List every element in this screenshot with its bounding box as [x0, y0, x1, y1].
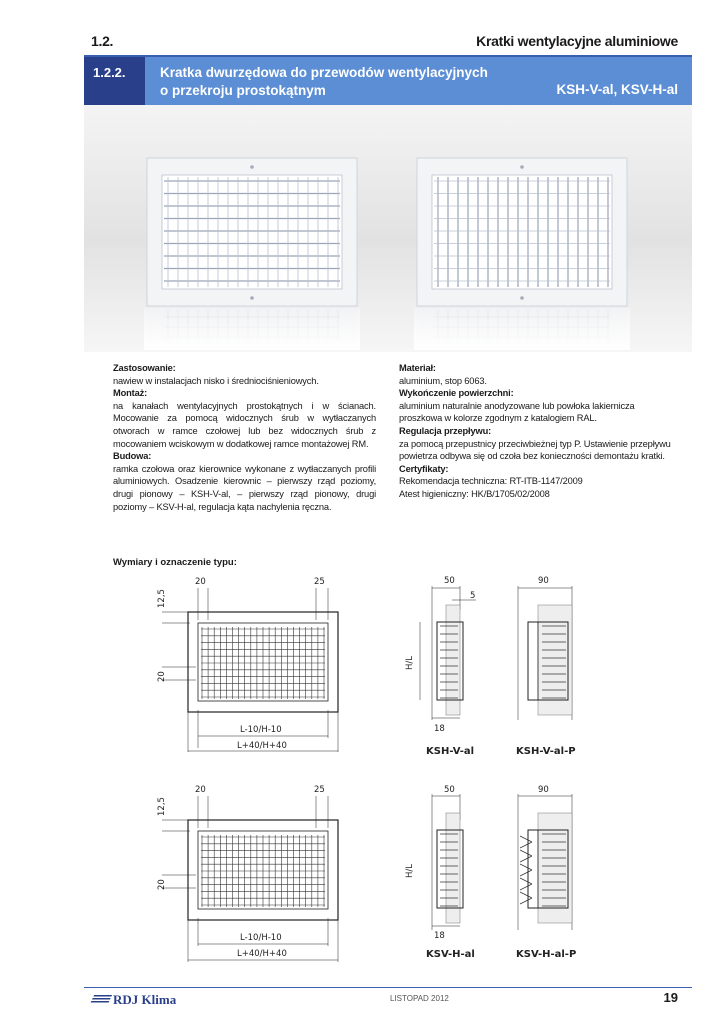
dim-outer-2: L+40/H+40: [237, 949, 287, 959]
footer-rule: [84, 987, 692, 988]
side-view-ksh: [420, 586, 476, 720]
dim-outer-1: L+40/H+40: [237, 741, 287, 751]
product-photo: [84, 105, 692, 352]
dim-20-side-1: 20: [157, 671, 167, 682]
zastosowanie-text: nawiew w instalacjach nisko i średniociśnieniowych.: [113, 375, 319, 386]
section-title: Kratki wentylacyjne aluminiowe: [476, 33, 678, 49]
dim-25-top-1: 25: [314, 577, 325, 587]
material-text: aluminium, stop 6063.: [399, 375, 487, 386]
dim-12-5-1: 12,5: [157, 589, 167, 608]
dimensions-title: Wymiary i oznaczenie typu:: [113, 557, 237, 568]
logo-stripes-icon: [90, 995, 112, 1004]
grille-photo-ksv: [414, 158, 630, 350]
side-view-ksh-p: [518, 586, 572, 720]
product-photo-drawing: [84, 105, 692, 352]
certyfikaty-heading: Certyfikaty:: [399, 463, 449, 474]
wykonczenie-heading: Wykończenie powierzchni:: [399, 388, 514, 399]
side-view-ksv: [432, 794, 463, 930]
banner-title-line2: o przekroju prostokątnym: [160, 83, 326, 98]
side-dim-50-2: 50: [444, 785, 455, 795]
certyfikat-line-1: Rekomendacja techniczna: RT-ITB-1147/2009: [399, 476, 583, 487]
certyfikat-line-2: Atest higieniczny: HK/B/1705/02/2008: [399, 488, 550, 499]
banner-number: 1.2.2.: [93, 65, 126, 80]
banner-title: [160, 64, 540, 100]
company-logo: [92, 992, 176, 1008]
label-ksv-h-al: KSV-H-al: [426, 949, 475, 960]
side-dim-50-1: 50: [444, 576, 455, 586]
budowa-text: ramka czołowa oraz kierownice wykonane z wytłaczanych profili aluminiowych. Osadzenie kierownic – pierwszy rząd poziomy, drugi pionowy – KSH-V-al, – pierwszy rząd pionowy, drugi poziomy – KSV-H-al, regulacja kąta nachylenia ręczna.: [113, 463, 376, 512]
right-text-column: [399, 362, 671, 501]
side-dim-hl-2: H/L: [405, 864, 415, 878]
dim-20-side-2: 20: [157, 879, 167, 890]
side-dim-5: 5: [470, 591, 476, 601]
dim-20-top-2: 20: [195, 785, 206, 795]
dim-12-5-2: 12,5: [157, 797, 167, 816]
grille-photo-ksh: [144, 158, 360, 350]
label-ksh-v-al: KSH-V-al: [426, 746, 475, 757]
section-number: 1.2.: [91, 33, 114, 49]
side-dim-18-1: 18: [434, 724, 445, 734]
dim-inner-1: L-10/H-10: [240, 725, 282, 735]
zastosowanie-heading: Zastosowanie:: [113, 363, 176, 373]
montaz-heading: Montaż:: [113, 388, 148, 399]
dim-inner-2: L-10/H-10: [240, 933, 282, 943]
technical-drawings: [140, 570, 700, 970]
regulacja-heading: Regulacja przepływu:: [399, 425, 492, 436]
logo-text: RDJ Klima: [113, 992, 177, 1007]
banner-codes: KSH-V-al, KSV-H-al: [556, 82, 678, 97]
footer-date: LISTOPAD 2012: [390, 994, 449, 1003]
banner-title-line1: Kratka dwurzędowa do przewodów wentylacyjnych: [160, 65, 488, 80]
montaz-text: na kanałach wentylacyjnych prostokątnych i w ścianach. Mocowanie za pomocą widocznych śrub w wytłaczanych otworach w ramce czołowej lub bez widocznych śrub z mocowaniem wciskowym w dodatkowej ramce montażowej RM.: [113, 400, 376, 449]
label-ksv-h-al-p: KSV-H-al-P: [516, 949, 577, 960]
side-dim-hl-1: H/L: [405, 656, 415, 670]
label-ksh-v-al-p: KSH-V-al-P: [516, 746, 576, 757]
regulacja-text: za pomocą przepustnicy przeciwbieżnej typ P. Ustawienie przepływu powietrza odbywa się od czoła bez konieczności demontażu kratki.: [399, 438, 671, 462]
dim-25-top-2: 25: [314, 785, 325, 795]
side-dim-90-2: 90: [538, 785, 549, 795]
left-text-column: [113, 362, 376, 513]
side-dim-90-1: 90: [538, 576, 549, 586]
dim-20-top-1: 20: [195, 577, 206, 587]
wykonczenie-text: aluminium naturalnie anodyzowane lub powłoka lakiernicza proszkowa w kolorze zgodnym z katalogiem RAL.: [399, 400, 635, 424]
material-heading: Materiał:: [399, 363, 436, 373]
budowa-heading: Budowa:: [113, 451, 152, 462]
page-number: 19: [663, 990, 678, 1005]
side-view-ksv-p: [518, 794, 572, 930]
side-dim-18-2: 18: [434, 931, 445, 941]
